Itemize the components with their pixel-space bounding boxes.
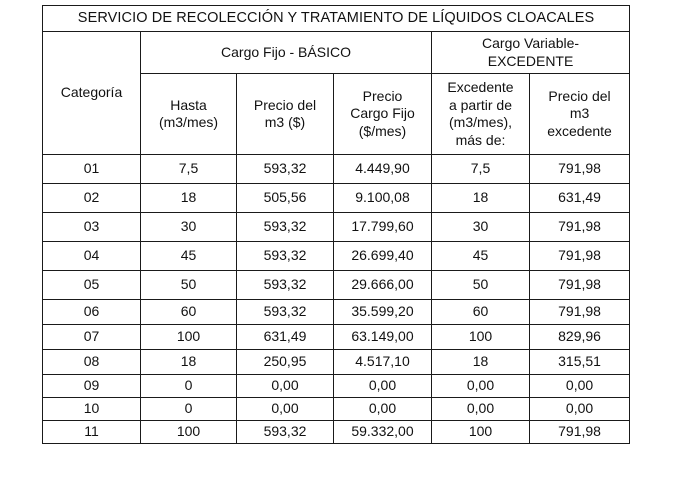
excess-price-cell: 315,51 xyxy=(530,350,630,375)
hasta-cell: 18 xyxy=(141,184,237,213)
excess-threshold-cell: 18 xyxy=(432,184,530,213)
table-row xyxy=(43,325,630,350)
excess-price-cell: 791,98 xyxy=(530,155,630,184)
unit-price-cell: 593,32 xyxy=(237,242,334,271)
fixed-price-cell: 4.449,90 xyxy=(334,155,432,184)
fixed-price-cell: 4.517,10 xyxy=(334,350,432,375)
variable-charge-header: Cargo Variable- EXCEDENTE xyxy=(432,32,630,74)
hasta-cell: 0 xyxy=(141,398,237,421)
excess-threshold-cell: 7,5 xyxy=(432,155,530,184)
fixed-price-cell: 0,00 xyxy=(334,398,432,421)
category-cell: 04 xyxy=(43,242,141,271)
unit-price-cell: 505,56 xyxy=(237,184,334,213)
fixed-price-cell: 35.599,20 xyxy=(334,300,432,325)
excess-price-cell: 791,98 xyxy=(530,242,630,271)
unit-price-cell: 593,32 xyxy=(237,300,334,325)
fixed-price-cell: 26.699,40 xyxy=(334,242,432,271)
table-row xyxy=(43,421,630,444)
tariff-rows xyxy=(43,155,630,444)
excess-price-cell: 631,49 xyxy=(530,184,630,213)
excess-price-cell: 791,98 xyxy=(530,271,630,300)
excess-threshold-cell: 100 xyxy=(432,325,530,350)
unit-price-cell: 593,32 xyxy=(237,213,334,242)
fixed-charge-header: Cargo Fijo - BÁSICO xyxy=(141,32,432,74)
tariff-table xyxy=(42,5,630,444)
fixed-price-cell: 29.666,00 xyxy=(334,271,432,300)
category-cell: 11 xyxy=(43,421,141,444)
excess-price-cell: 0,00 xyxy=(530,375,630,398)
hasta-cell: 45 xyxy=(141,242,237,271)
category-cell: 06 xyxy=(43,300,141,325)
hasta-column-header: Hasta (m3/mes) xyxy=(141,74,237,155)
excess-price-cell: 791,98 xyxy=(530,213,630,242)
hasta-cell: 60 xyxy=(141,300,237,325)
fixed-price-cell: 0,00 xyxy=(334,375,432,398)
excess-threshold-cell: 50 xyxy=(432,271,530,300)
unit-price-cell: 250,95 xyxy=(237,350,334,375)
category-cell: 09 xyxy=(43,375,141,398)
category-cell: 10 xyxy=(43,398,141,421)
category-cell: 03 xyxy=(43,213,141,242)
table-row xyxy=(43,350,630,375)
excess-threshold-cell: 45 xyxy=(432,242,530,271)
excess-price-cell: 829,96 xyxy=(530,325,630,350)
hasta-cell: 30 xyxy=(141,213,237,242)
unit-price-column-header: Precio del m3 ($) xyxy=(237,74,334,155)
unit-price-cell: 593,32 xyxy=(237,155,334,184)
fixed-price-cell: 17.799,60 xyxy=(334,213,432,242)
hasta-cell: 50 xyxy=(141,271,237,300)
excess-price-cell: 0,00 xyxy=(530,398,630,421)
unit-price-cell: 631,49 xyxy=(237,325,334,350)
table-row xyxy=(43,242,630,271)
category-cell: 05 xyxy=(43,271,141,300)
unit-price-cell: 0,00 xyxy=(237,375,334,398)
table-row xyxy=(43,375,630,398)
table-row xyxy=(43,184,630,213)
excess-threshold-cell: 30 xyxy=(432,213,530,242)
hasta-cell: 100 xyxy=(141,421,237,444)
excess-threshold-cell: 60 xyxy=(432,300,530,325)
category-cell: 07 xyxy=(43,325,141,350)
category-cell: 01 xyxy=(43,155,141,184)
table-row xyxy=(43,213,630,242)
excess-threshold-cell: 0,00 xyxy=(432,398,530,421)
category-cell: 08 xyxy=(43,350,141,375)
category-cell: 02 xyxy=(43,184,141,213)
unit-price-cell: 0,00 xyxy=(237,398,334,421)
excess-price-cell: 791,98 xyxy=(530,300,630,325)
excess-threshold-cell: 0,00 xyxy=(432,375,530,398)
hasta-cell: 18 xyxy=(141,350,237,375)
unit-price-cell: 593,32 xyxy=(237,421,334,444)
unit-price-cell: 593,32 xyxy=(237,271,334,300)
fixed-price-column-header: Precio Cargo Fijo ($/mes) xyxy=(334,74,432,155)
table-row xyxy=(43,398,630,421)
table-row xyxy=(43,155,630,184)
fixed-price-cell: 63.149,00 xyxy=(334,325,432,350)
hasta-cell: 0 xyxy=(141,375,237,398)
hasta-cell: 7,5 xyxy=(141,155,237,184)
category-header: Categoría xyxy=(43,32,141,155)
fixed-price-cell: 59.332,00 xyxy=(334,421,432,444)
excess-price-cell: 791,98 xyxy=(530,421,630,444)
excess-price-column-header: Precio del m3 excedente xyxy=(530,74,630,155)
table-row xyxy=(43,300,630,325)
excess-threshold-cell: 18 xyxy=(432,350,530,375)
excess-threshold-column-header: Excedente a partir de (m3/mes), más de: xyxy=(432,74,530,155)
fixed-price-cell: 9.100,08 xyxy=(334,184,432,213)
excess-threshold-cell: 100 xyxy=(432,421,530,444)
table-row xyxy=(43,271,630,300)
table-title: SERVICIO DE RECOLECCIÓN Y TRATAMIENTO DE LÍQUIDOS CLOACALES xyxy=(43,6,630,32)
hasta-cell: 100 xyxy=(141,325,237,350)
